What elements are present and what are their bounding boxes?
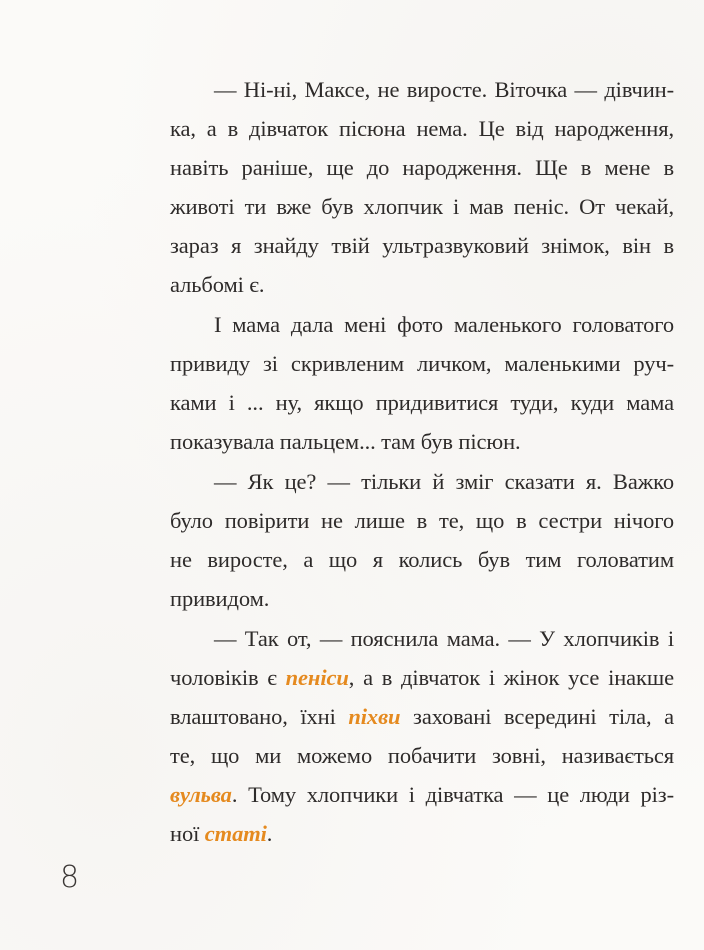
text-line: ками і ... ну, якщо придивитися туди, куди мама (170, 390, 674, 415)
text-line: — Так от, — пояснила мама. — У хлопчиків і (214, 626, 674, 651)
term-vaginas: піхви (348, 704, 401, 729)
text-line: привидом. (170, 586, 270, 611)
text-line: — Ні-ні, Максе, не виросте. Віточка — дівчин- (214, 77, 674, 102)
text-fragment: , а в дівчаток і жінок усе інакше (348, 665, 674, 690)
text-line (170, 775, 674, 814)
text-line: животі ти вже був хлопчик і мав пеніс. От чекай, (170, 194, 674, 219)
paragraph-4 (170, 619, 674, 853)
text-line: привиду зі скривленим личком, маленькими руч- (170, 351, 674, 376)
text-fragment: влаштовано, їхні (170, 704, 349, 729)
text-line: навіть раніше, ще до народження. Ще в мене в (170, 155, 674, 180)
text-fragment: . (266, 821, 273, 846)
paragraph-2 (170, 305, 674, 461)
term-penises: пеніси (285, 665, 349, 690)
text-line: ка, а в дівчаток пісюна нема. Це від народження, (170, 116, 674, 141)
text-line: І мама дала мені фото маленького головатого (214, 312, 674, 337)
text-fragment: ної (170, 821, 205, 846)
text-line: альбомі є. (170, 272, 265, 297)
text-line: зараз я знайду твій ультразвуковий знімок, він в (170, 233, 674, 258)
term-vulva: вульва (170, 782, 232, 807)
text-fragment: чоловіків є (170, 665, 286, 690)
page-number: 8 (60, 860, 80, 895)
text-fragment: . Тому хлопчики і дівчатка — це люди різ- (231, 782, 674, 807)
text-line: не виросте, а що я колись був тим головатим (170, 547, 674, 572)
story-text (170, 70, 674, 853)
text-line: те, що ми можемо побачити зовні, називається (170, 743, 674, 768)
text-line (170, 697, 674, 736)
text-line: показувала пальцем... там був пісюн. (170, 429, 521, 454)
paragraph-1 (170, 70, 674, 304)
text-line: було повірити не лише в те, що в сестри нічого (170, 508, 674, 533)
text-line (170, 658, 674, 697)
paragraph-3 (170, 462, 674, 618)
text-line: — Як це? — тільки й зміг сказати я. Важко (214, 469, 674, 494)
text-fragment: заховані всередині тіла, а (400, 704, 674, 729)
term-sex: статі (204, 821, 267, 846)
text-line (170, 814, 674, 853)
